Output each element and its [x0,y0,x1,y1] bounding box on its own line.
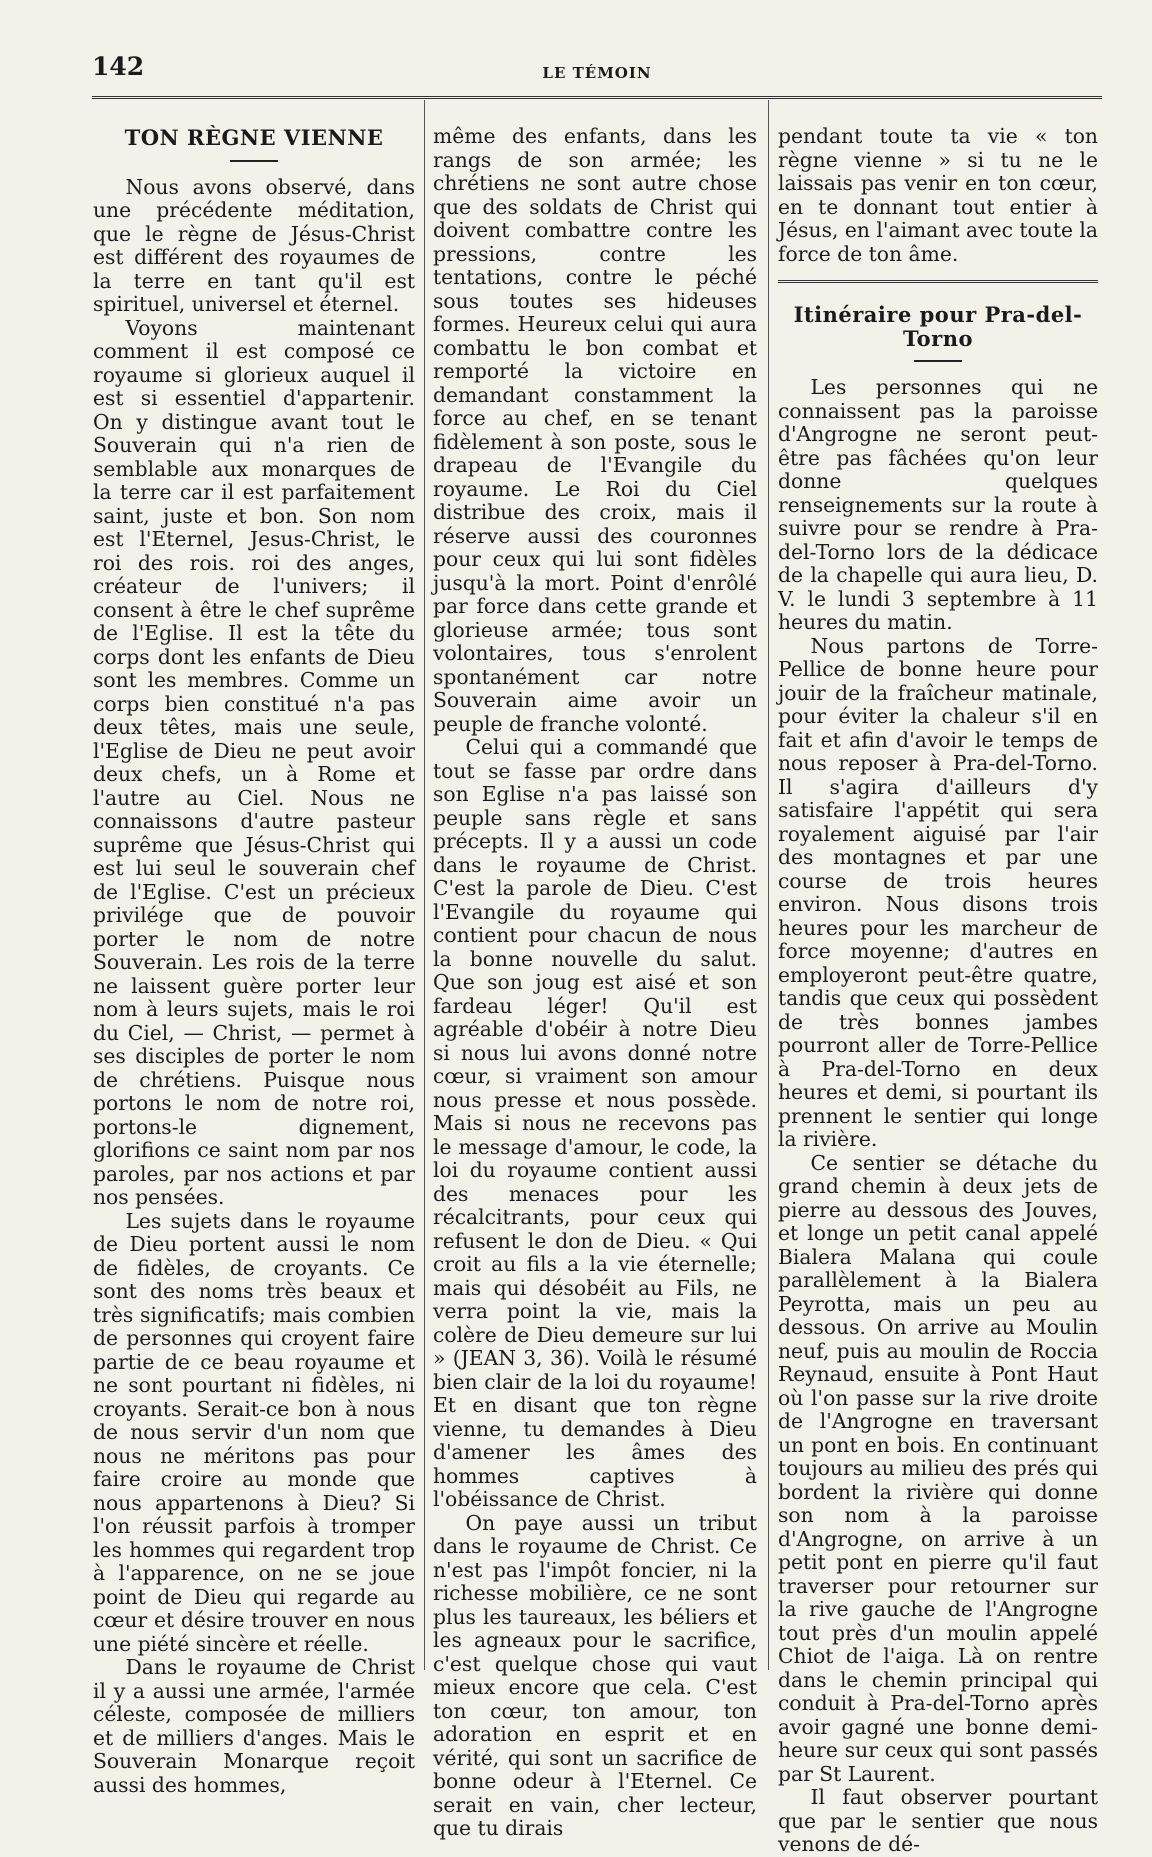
paragraph: Nous avons observé, dans une précédente méditation, que le règne de Jésus-Christ est différent des royaumes de la terre en tant qu'il est spirituel, universel et éternel. [93,174,415,316]
column-divider-1 [424,100,425,1670]
header-rule [92,96,1102,99]
section-divider [778,280,1098,283]
paragraph: même des enfants, dans les rangs de son armée; les chrétiens ne sont autre chose que des soldats de Christ qui doivent combattre contre les pressions, contre les tentations, contre le péché sous toutes ses hideuses formes. Heureux celui qui aura combattu le bon combat et remporté la victoire en demandant constamment la force au chef, en se tenant fidèlement à son poste, sous le drapeau de l'Evangile du royaume. Le Roi du Ciel distribue des croix, mais il réserve aussi des couronnes pour ceux qui lui sont fidèles jusqu'à la mort. Point d'enrôlé par force dans cette grande et glorieuse armée; tous sont volontaires, tous s'enrolent spontanément car notre Souverain aime avoir un peuple de franche volonté. [433,124,757,736]
title-rule [230,160,278,162]
column-2 [433,125,757,1841]
paragraph: pendant toute ta vie « ton règne vienne » si tu ne le laissais pas venir en ton cœur, en te donnant tout entier à Jésus, en l'aimant avec toute la force de ton âme. [778,124,1098,266]
title-rule [914,360,962,362]
paragraph: Les sujets dans le royaume de Dieu portent aussi le nom de fidèles, de croyants. Ce sont des noms très beaux et très significatifs; mais combien de personnes qui croyent faire partie de ce beau royaume et ne sont pourtant ni fidèles, ni croyants. Serait-ce bon à nous de nous servir d'un nom que nous ne méritons pas pour faire croire au monde que nous appartenons à Dieu? Si l'on réussit parfois à tromper les hommes qui regardent trop à l'apparence, on ne se joue point de Dieu qui regarde au cœur et désire trouver en nous une piété sincère et réelle. [93,1208,415,1656]
paragraph: On paye aussi un tribut dans le royaume de Christ. Ce n'est pas l'impôt foncier, ni la richesse mobilière, ce ne sont plus les taureaux, les béliers et les agneaux pour le sacrifice, c'est quelque chose qui vaut mieux encore que cela. C'est ton cœur, ton amour, ton adoration en esprit et en vérité, qui sont un sacrifice de bonne odeur à l'Eternel. Ce serait en vain, cher lecteur, que tu dirais [433,1510,757,1840]
column-3 [778,125,1098,1857]
page-number: 142 [92,52,145,81]
paragraph: Ce sentier se détache du grand chemin à deux jets de pierre au dessous des Jouves, et longe un petit canal appelé Bialera Malana qui coule parallèlement à la Bialera Peyrotta, mais un peu au dessous. On arrive au Moulin neuf, puis au moulin de Roccia Reynaud, ensuite à Pont Haut où l'on passe sur la rive droite de l'Angrogne en traversant un pont en bois. En continuant toujours au milieu des prés qui bordent la rivière qui donne son nom à la paroisse d'Angrogne, on arrive à un petit pont en pierre qu'il faut traverser pour retourner sur la rive gauche de l'Angrogne tout près d'un moulin appelé Chiot de l'aiga. Là on rentre dans le chemin principal qui conduit à Pra-del-Torno après avoir gagné une bonne demi-heure sur ceux qui sont passés par St Laurent. [778,1150,1098,1786]
article-title: TON RÈGNE VIENNE [124,125,384,150]
column-1 [93,122,415,1797]
column-divider-2 [768,100,769,1670]
paragraph: Nous partons de Torre-Pellice de bonne heure pour jouir de la fraîcheur matinale, pour éviter la chaleur s'il en fait et afin d'avoir le temps de nous reposer à Pra-del-Torno. Il s'agira d'ailleurs d'y satisfaire l'appétit qui sera royalement aiguisé par l'air des montagnes et par une course de trois heures environ. Nous disons trois heures pour les marcheur de force moyenne; d'autres en employeront peut-être quatre, tandis que ceux qui possèdent de très bonnes jambes pourront aller de Torre-Pellice à Pra-del-Torno en deux heures et demi, si pourtant ils prennent le sentier qui longe la rivière. [778,633,1098,1151]
paragraph: Voyons maintenant comment il est composé ce royaume si glorieux auquel il est si essentiel d'appartenir. On y distingue avant tout le Souverain qui n'a rien de semblable aux monarques de la terre car il est parfaitement saint, juste et bon. Son nom est l'Eternel, Jesus-Christ, le roi des rois. roi des anges, créateur de l'univers; il consent à être le chef suprême de l'Eglise. Il est la tête du corps dont les enfants de Dieu sont les membres. Comme un corps bien constitué n'a pas deux têtes, mais une seule, l'Eglise de Dieu ne peut avoir deux chefs, un à Rome et l'autre au Ciel. Nous ne connaissons d'autre pasteur suprême que Jésus-Christ qui est lui seul le souverain chef de l'Eglise. C'est un précieux privilége que de pouvoir porter le nom de notre Souverain. Les rois de la terre ne laissent guère porter leur nom à leurs sujets, mais le roi du Ciel, — Christ, — permet à ses disciples de porter le nom de chrétiens. Puisque nous portons le nom de notre roi, portons-le dignement, glorifions ce saint nom par nos paroles, par nos actions et par nos pensées. [93,315,415,1209]
paragraph: Celui qui a commandé que tout se fasse par ordre dans son Eglise n'a pas laissé son peuple sans règle et sans précepts. Il y a aussi un code dans le royaume de Christ. C'est la parole de Dieu. C'est l'Evangile du royaume qui contient pour chacun de nous la bonne nouvelle du salut. Que son joug est aisé et son fardeau léger! Qu'il est agréable d'obéir à notre Dieu si nous lui avons donné notre cœur, si vraiment son amour nous presse et nous possède. Mais si nous ne recevons pas le message d'amour, le code, la loi du royaume contient aussi des menaces pour les récalcitrants, pour ceux qui refusent le don de Dieu. « Qui croit au fils a la vie éternelle; mais qui désobéit au Fils, ne verra point la vie, mais la colère de Dieu demeure sur lui » (JEAN 3, 36). Voilà le résumé bien clair de la loi du royaume! Et en disant que ton règne vienne, tu demandes à Dieu d'amener les âmes des hommes captives à l'obéissance de Christ. [433,735,757,1511]
page-header [92,52,1102,92]
publication-title: LE TÉMOIN [542,64,652,82]
paragraph: Dans le royaume de Christ il y a aussi une armée, l'armée céleste, composée de milliers et de milliers d'anges. Mais le Souverain Monarque reçoit aussi des hommes, [93,1655,415,1797]
paragraph: Il faut observer pourtant que par le sentier que nous venons de dé- [778,1785,1098,1856]
article-title: Itinéraire pour Pra-del-Torno [793,302,1083,351]
paragraph: Les personnes qui ne connaissent pas la paroisse d'Angrogne ne seront peut-être pas fâchées qu'on leur donne quelques renseignements sur la route à suivre pour se rendre à Pra-del-Torno lors de la dédicace de la chapelle qui aura lieu, D. V. le lundi 3 septembre à 11 heures du matin. [778,375,1098,634]
